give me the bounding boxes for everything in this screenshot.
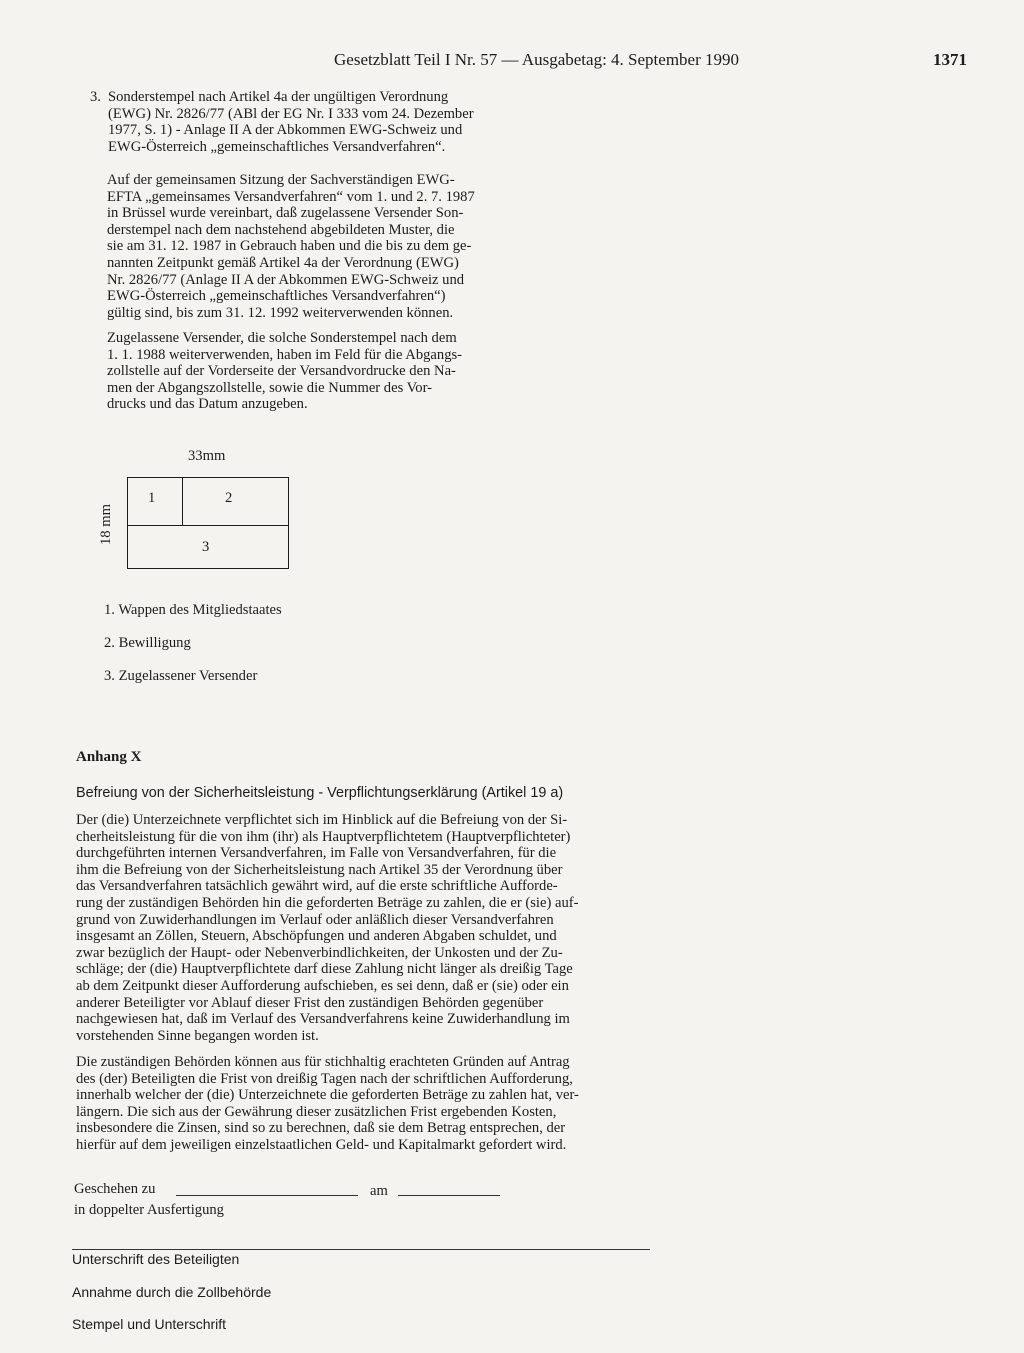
text-line: EWG-Österreich „gemeinschaftliches Versandverfahren“)	[107, 288, 446, 305]
paragraph-obligation	[76, 812, 653, 1044]
legend-item-2: 2. Bewilligung	[104, 635, 191, 651]
text-line: derstempel nach dem nachstehend abgebildeten Muster, die	[107, 221, 455, 238]
text-line: cherheitsleistung für die von ihm (ihr) als Hauptverpflichtetem (Hauptverpflichteter)	[76, 828, 571, 845]
text-line: Die zuständigen Behörden können aus für stichhaltig erachteten Gründen auf Antrag	[76, 1054, 570, 1070]
legend-item-3: 3. Zugelassener Versender	[104, 668, 258, 684]
text-line: (EWG) Nr. 2826/77 (ABl der EG Nr. I 333 vom 24. Dezember	[108, 105, 474, 122]
text-line: rung der zuständigen Behörden hin die geforderten Beträge zu zahlen, die er (sie) auf-	[76, 894, 579, 911]
page-header	[334, 50, 974, 72]
text-line: EFTA „gemeinsames Versandverfahren“ vom 1. und 2. 7. 1987	[107, 188, 475, 205]
text-line: ihm die Befreiung von der Sicherheitsleistung nach Artikel 35 der Verordnung über	[76, 861, 563, 878]
field-2-label: 2	[225, 490, 233, 506]
text-line: insbesondere die Zinsen, sind so zu berechnen, daß sie dem Betrag entsprechen, der	[76, 1120, 566, 1137]
text-line: ab dem Zeitpunkt dieser Aufforderung aufschieben, es sei denn, daß er (sie) oder ein	[76, 977, 569, 994]
text-line: EWG-Österreich „gemeinschaftliches Versandverfahren“.	[108, 138, 446, 155]
stamp-top-row	[128, 478, 288, 526]
text-line: nachgewiesen hat, daß im Verlauf des Versandverfahrens keine Zuwiderhandlung im	[76, 1011, 570, 1028]
text-line: gültig sind, bis zum 31. 12. 1992 weiterverwenden können.	[107, 304, 454, 321]
text-line: nannten Zeitpunkt gemäß Artikel 4a der Verordnung (EWG)	[107, 254, 459, 271]
text-line: das Versandverfahren tatsächlich gewährt wird, auf die erste schriftliche Aufforde-	[76, 878, 558, 895]
text-line: hierfür auf dem jeweiligen einzelstaatlichen Geld- und Kapitalmarkt gefordert wird.	[76, 1136, 567, 1153]
signature-party-label: Unterschrift des Beteiligten	[72, 1251, 240, 1267]
date-blank-line[interactable]	[398, 1195, 500, 1196]
stamp-field-1	[128, 478, 183, 525]
text-line: vorstehenden Sinne begangen worden ist.	[76, 1027, 319, 1044]
paragraph-approved-senders	[107, 330, 517, 413]
legend-item-1: 1. Wappen des Mitgliedstaates	[104, 602, 282, 618]
place-blank-line[interactable]	[176, 1195, 358, 1196]
text-line: men der Abgangszollstelle, sowie die Nummer des Vor-	[107, 379, 433, 396]
stamp-width-label: 33mm	[188, 448, 226, 464]
field-3-label: 3	[202, 539, 210, 555]
gazette-title: Gesetzblatt Teil I Nr. 57 — Ausgabetag: 4. September 1990	[334, 50, 739, 69]
stamp-diagram	[127, 477, 289, 569]
paragraph-meeting	[107, 172, 517, 321]
text-line: 1977, S. 1) - Anlage II A der Abkommen EWG-Schweiz und	[108, 122, 463, 139]
text-line: Nr. 2826/77 (Anlage II A der Abkommen EWG-Schweiz und	[107, 271, 465, 288]
text-line: zwar bezüglich der Haupt- oder Nebenverbindlichkeiten, der Unkosten und der Zu-	[76, 944, 563, 961]
text-line: sie am 31. 12. 1987 in Gebrauch haben und die bis zu dem ge-	[107, 238, 472, 255]
stamp-signature-label: Stempel und Unterschrift	[72, 1316, 227, 1332]
text-line: insgesamt an Zöllen, Steuern, Abschöpfungen und anderen Abgaben schuldet, und	[76, 928, 557, 945]
text-line: zollstelle auf der Vorderseite der Versandvordrucke den Na-	[107, 363, 456, 380]
text-line: anderer Beteiligter vor Ablauf dieser Frist den zuständigen Behörden gegenüber	[76, 994, 544, 1011]
text-line: längern. Die sich aus der Gewährung dieser zusätzlichen Frist ergebenden Kosten,	[76, 1103, 557, 1120]
text-line: Zugelassene Versender, die solche Sonderstempel nach dem	[107, 330, 457, 346]
annex-subtitle: Befreiung von der Sicherheitsleistung - Verpflichtungserklärung (Artikel 19 a)	[76, 785, 564, 801]
paragraph-extension	[76, 1054, 653, 1154]
signature-line[interactable]	[72, 1249, 650, 1250]
text-line: des (der) Beteiligten die Frist von dreißig Tagen nach der schriftlichen Aufforderung,	[76, 1070, 573, 1087]
text-line: drucks und das Datum anzugeben.	[107, 396, 308, 413]
text-line: grund von Zuwiderhandlungen im Verlauf oder anläßlich dieser Versandverfahren	[76, 911, 554, 928]
item-3-text	[108, 89, 516, 155]
text-line: Sonderstempel nach Artikel 4a der ungültigen Verordnung	[108, 89, 449, 105]
text-line: innerhalb welcher der (die) Unterzeichnete die geforderten Beträge zu zahlen hat, ver-	[76, 1087, 579, 1104]
text-line: durchgeführten internen Versandverfahren, im Falle von Versandverfahren, für die	[76, 845, 557, 862]
done-at-label: Geschehen zu	[74, 1181, 156, 1197]
item-number: 3.	[90, 89, 101, 105]
duplicate-note: in doppelter Ausfertigung	[74, 1202, 224, 1218]
text-line: in Brüssel wurde vereinbart, daß zugelassene Versender Son-	[107, 205, 464, 222]
text-line: Auf der gemeinsamen Sitzung der Sachverständigen EWG-	[107, 172, 455, 188]
text-line: 1. 1. 1988 weiterverwenden, haben im Feld für die Abgangs-	[107, 346, 463, 363]
page-number: 1371	[933, 50, 967, 69]
text-line: schläge; der (die) Hauptverpflichtete darf diese Zahlung nicht länger als dreißig Tage	[76, 961, 573, 978]
annex-heading: Anhang X	[76, 749, 142, 765]
date-label: am	[370, 1183, 388, 1199]
customs-acceptance-label: Annahme durch die Zollbehörde	[72, 1284, 272, 1300]
field-1-label: 1	[148, 490, 156, 506]
stamp-height-label: 18 mm	[98, 504, 114, 545]
text-line: Der (die) Unterzeichnete verpflichtet sich im Hinblick auf die Befreiung von der Si-	[76, 812, 568, 828]
